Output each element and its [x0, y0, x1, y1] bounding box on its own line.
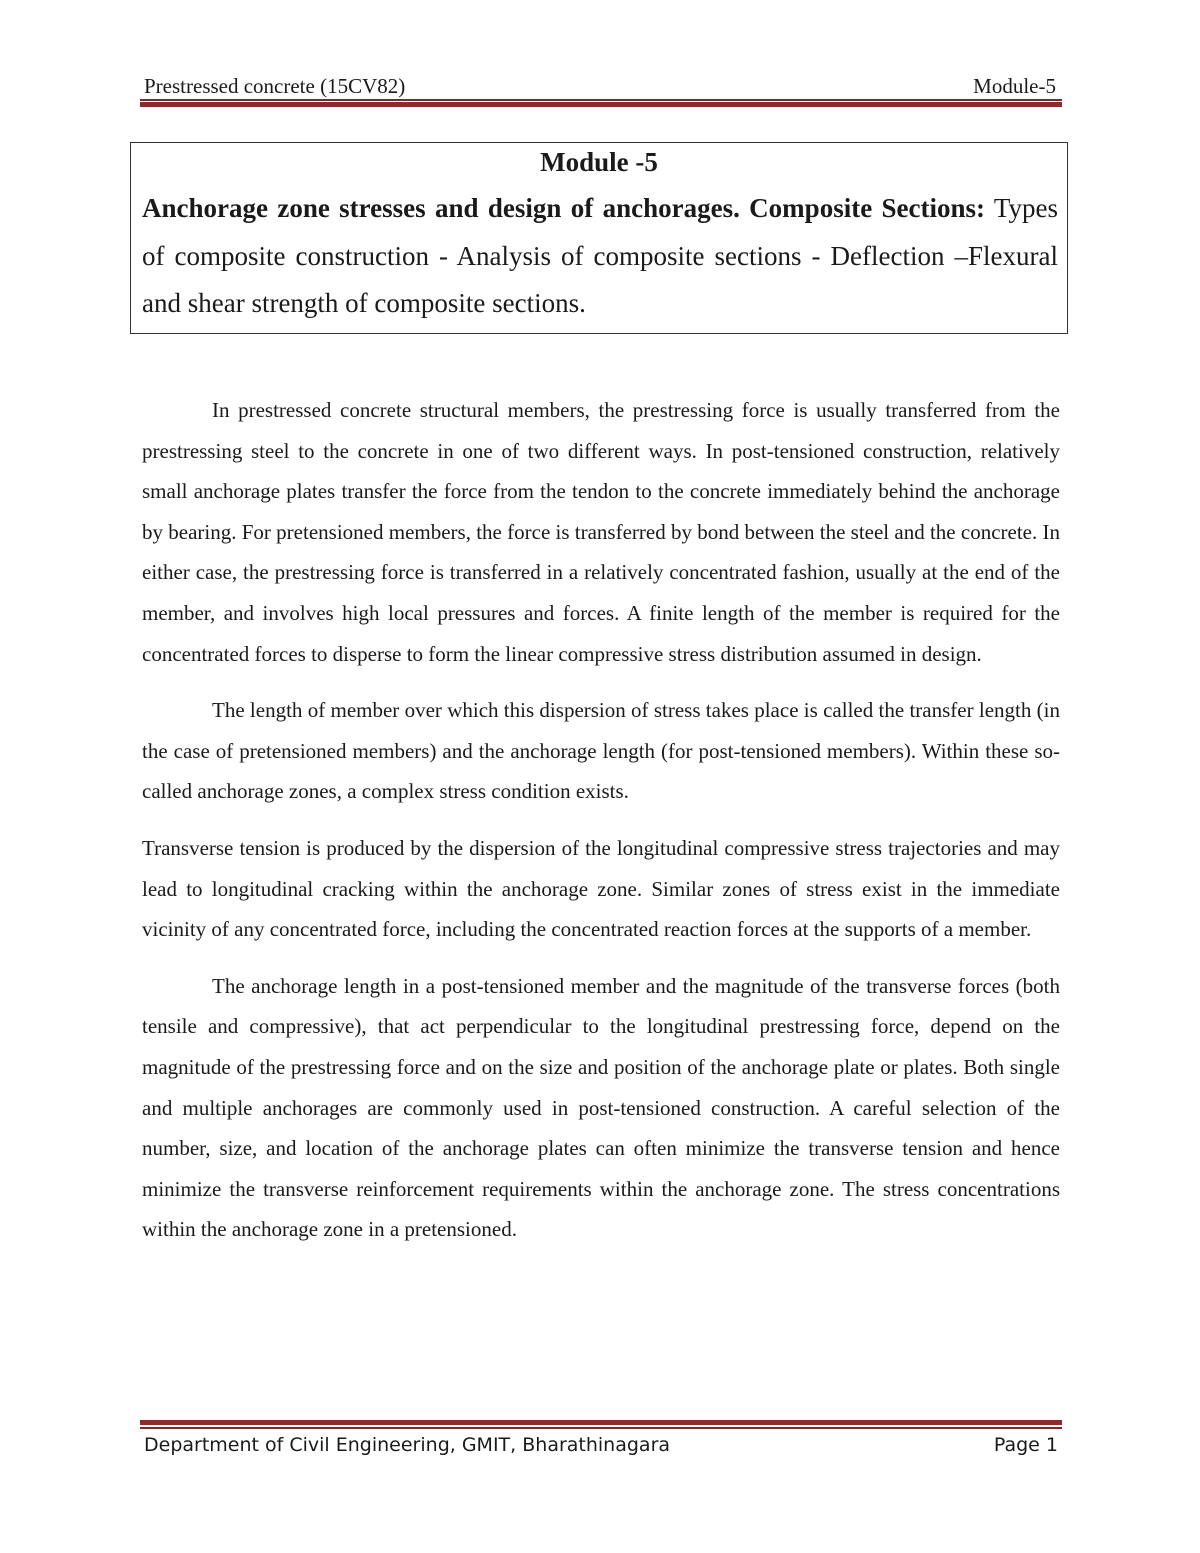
paragraph-3: Transverse tension is produced by the dispersion of the longitudinal compressive stress trajectories and may lead to longitudinal cracking within the anchorage zone. Similar zones of stress exist in the immediate vicinity of any concentrated force, including the concentrated reaction forces at the supports of a member. [142, 835, 1060, 942]
paragraph-1: In prestressed concrete structural members, the prestressing force is usually transferred from the prestressing steel to the concrete in one of two different ways. In post-tensioned construction, relatively small anchorage plates transfer the force from the tendon to the concrete immediately behind the anchorage by bearing. For pretensioned members, the force is transferred by bond between the steel and the concrete. In either case, the prestressing force is transferred in a relatively concentrated fashion, usually at the end of the member, and involves high local pressures and forces. A finite length of the member is required for the concentrated forces to disperse to form the linear compressive stress distribution assumed in design. [142, 398, 1060, 666]
module-description-rest: Types of composite construction - Analysis of composite sections - Deflection –Flexural and shear strength of composite sections. [142, 193, 1058, 318]
header-module-label: Module-5 [973, 74, 1056, 98]
paragraph-2: The length of member over which this dispersion of stress takes place is called the transfer length (in the case of pretensioned members) and the anchorage length (for post-tensioned members). Within these so-called anchorage zones, a complex stress condition exists. [142, 698, 1060, 804]
footer-rule-thin [140, 1427, 1062, 1429]
footer-page-number: Page 1 [993, 1434, 1058, 1456]
module-description-bold: Anchorage zone stresses and design of anchorages. Composite Sections: [142, 193, 986, 223]
module-description [142, 185, 1058, 328]
header-rule-thin [140, 99, 1062, 101]
module-summary-box [130, 142, 1068, 334]
body-text [142, 390, 1060, 1266]
header-rule-thick [140, 102, 1062, 107]
page-footer [142, 1430, 1060, 1460]
header-course-title: Prestressed concrete (15CV82) [144, 74, 406, 98]
paragraph-4: The anchorage length in a post-tensioned member and the magnitude of the transverse forces (both tensile and compressive), that act perpendicular to the longitudinal prestressing force, depend on the magnitude of the prestressing force and on the size and position of the anchorage plate or plates. Both single and multiple anchorages are commonly used in post-tensioned construction. A careful selection of the number, size, and location of the anchorage plates can often minimize the transverse tension and hence minimize the transverse reinforcement requirements within the anchorage zone. The stress concentrations within the anchorage zone in a pretensioned. [142, 973, 1060, 1242]
footer-department: Department of Civil Engineering, GMIT, Bharathinagara [144, 1434, 671, 1456]
module-title: Module -5 [540, 147, 658, 177]
page-header [142, 70, 1060, 100]
footer-rule-thick [140, 1420, 1062, 1425]
